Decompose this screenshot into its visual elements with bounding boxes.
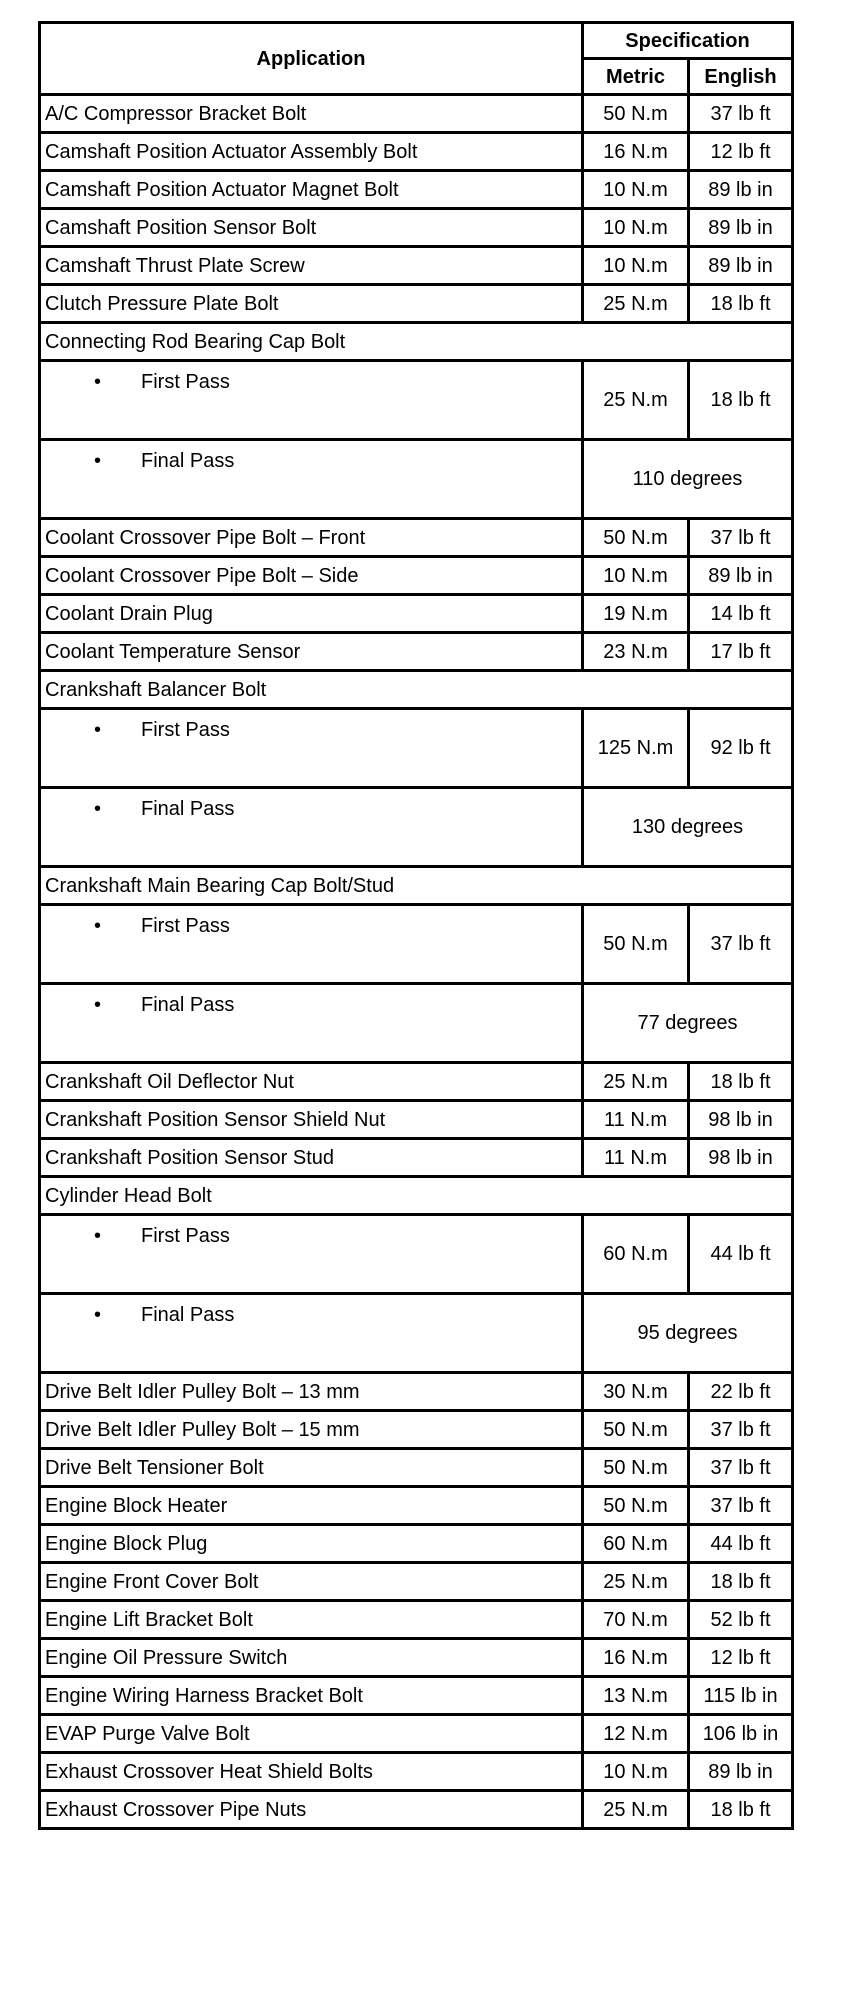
spec-row — [40, 1525, 793, 1563]
spec-row — [40, 1101, 793, 1139]
metric-value: 10 N.m — [583, 209, 689, 247]
pass-row — [40, 905, 793, 984]
application-cell: Crankshaft Position Sensor Shield Nut — [40, 1101, 583, 1139]
pass-label: Final Pass — [141, 994, 235, 1016]
metric-value: 50 N.m — [583, 1411, 689, 1449]
torque-spec-page — [38, 21, 794, 1830]
spec-row — [40, 557, 793, 595]
application-cell: Exhaust Crossover Heat Shield Bolts — [40, 1753, 583, 1791]
pass-cell — [40, 709, 583, 788]
metric-value: 25 N.m — [583, 285, 689, 323]
metric-value: 50 N.m — [583, 1487, 689, 1525]
english-value: 44 lb ft — [689, 1525, 793, 1563]
english-value: 12 lb ft — [689, 133, 793, 171]
application-cell: Crankshaft Oil Deflector Nut — [40, 1063, 583, 1101]
bullet-icon: • — [93, 371, 101, 393]
english-value: 89 lb in — [689, 247, 793, 285]
english-value: 14 lb ft — [689, 595, 793, 633]
pass-label-wrap — [41, 1295, 581, 1325]
angle-value: 77 degrees — [583, 984, 793, 1063]
angle-value: 95 degrees — [583, 1294, 793, 1373]
application-cell: Camshaft Position Actuator Assembly Bolt — [40, 133, 583, 171]
english-value: 18 lb ft — [689, 1791, 793, 1829]
spec-row — [40, 1373, 793, 1411]
english-value: 98 lb in — [689, 1101, 793, 1139]
pass-label-wrap — [41, 906, 581, 936]
metric-value: 50 N.m — [583, 905, 689, 984]
pass-cell — [40, 788, 583, 867]
metric-value: 70 N.m — [583, 1601, 689, 1639]
spec-body — [40, 95, 793, 1829]
english-value: 37 lb ft — [689, 1487, 793, 1525]
english-value: 89 lb in — [689, 1753, 793, 1791]
english-value: 18 lb ft — [689, 285, 793, 323]
metric-value: 10 N.m — [583, 247, 689, 285]
bullet-icon: • — [93, 450, 101, 472]
english-value: 89 lb in — [689, 557, 793, 595]
english-value: 89 lb in — [689, 171, 793, 209]
application-header: Application — [40, 23, 583, 95]
metric-value: 10 N.m — [583, 557, 689, 595]
application-cell: Crankshaft Position Sensor Stud — [40, 1139, 583, 1177]
application-cell: Engine Block Plug — [40, 1525, 583, 1563]
bullet-icon: • — [93, 1225, 101, 1247]
application-cell: Clutch Pressure Plate Bolt — [40, 285, 583, 323]
pass-label: First Pass — [141, 1225, 230, 1247]
specification-header: Specification — [583, 23, 793, 59]
pass-row — [40, 361, 793, 440]
spec-row — [40, 1139, 793, 1177]
english-value: 37 lb ft — [689, 95, 793, 133]
application-cell: Exhaust Crossover Pipe Nuts — [40, 1791, 583, 1829]
bullet-icon: • — [93, 994, 101, 1016]
spec-row — [40, 1563, 793, 1601]
metric-value: 50 N.m — [583, 1449, 689, 1487]
group-row — [40, 867, 793, 905]
spec-row — [40, 247, 793, 285]
pass-label: Final Pass — [141, 1304, 235, 1326]
pass-label-wrap — [41, 789, 581, 819]
metric-value: 25 N.m — [583, 361, 689, 440]
pass-label-wrap — [41, 441, 581, 471]
bullet-icon: • — [93, 719, 101, 741]
group-label: Crankshaft Balancer Bolt — [40, 671, 793, 709]
metric-value: 16 N.m — [583, 1639, 689, 1677]
header-row — [40, 23, 793, 59]
application-cell: Coolant Crossover Pipe Bolt – Side — [40, 557, 583, 595]
spec-row — [40, 1487, 793, 1525]
metric-value: 50 N.m — [583, 519, 689, 557]
spec-row — [40, 133, 793, 171]
group-row — [40, 323, 793, 361]
pass-cell — [40, 1294, 583, 1373]
english-value: 115 lb in — [689, 1677, 793, 1715]
group-label: Connecting Rod Bearing Cap Bolt — [40, 323, 793, 361]
metric-value: 10 N.m — [583, 1753, 689, 1791]
metric-value: 12 N.m — [583, 1715, 689, 1753]
pass-label: First Pass — [141, 371, 230, 393]
pass-label: Final Pass — [141, 450, 235, 472]
english-value: 37 lb ft — [689, 1411, 793, 1449]
application-cell: Drive Belt Idler Pulley Bolt – 15 mm — [40, 1411, 583, 1449]
pass-label-wrap — [41, 710, 581, 740]
pass-row — [40, 709, 793, 788]
application-cell: Coolant Crossover Pipe Bolt – Front — [40, 519, 583, 557]
english-value: 52 lb ft — [689, 1601, 793, 1639]
pass-label: First Pass — [141, 719, 230, 741]
pass-cell — [40, 905, 583, 984]
bullet-icon: • — [93, 1304, 101, 1326]
spec-row — [40, 1063, 793, 1101]
application-cell: Engine Lift Bracket Bolt — [40, 1601, 583, 1639]
spec-row — [40, 633, 793, 671]
metric-value: 11 N.m — [583, 1139, 689, 1177]
angle-value: 110 degrees — [583, 440, 793, 519]
spec-row — [40, 1715, 793, 1753]
metric-value: 50 N.m — [583, 95, 689, 133]
spec-row — [40, 519, 793, 557]
application-cell: Engine Front Cover Bolt — [40, 1563, 583, 1601]
spec-row — [40, 1677, 793, 1715]
bullet-icon: • — [93, 798, 101, 820]
angle-value: 130 degrees — [583, 788, 793, 867]
application-cell: Coolant Drain Plug — [40, 595, 583, 633]
pass-label: First Pass — [141, 915, 230, 937]
spec-row — [40, 209, 793, 247]
english-value: 18 lb ft — [689, 1563, 793, 1601]
spec-row — [40, 95, 793, 133]
metric-value: 125 N.m — [583, 709, 689, 788]
torque-spec-table — [38, 21, 794, 1830]
spec-row — [40, 1449, 793, 1487]
pass-label: Final Pass — [141, 798, 235, 820]
application-cell: Camshaft Position Sensor Bolt — [40, 209, 583, 247]
metric-value: 60 N.m — [583, 1215, 689, 1294]
group-row — [40, 671, 793, 709]
pass-cell — [40, 1215, 583, 1294]
metric-value: 13 N.m — [583, 1677, 689, 1715]
metric-header: Metric — [583, 59, 689, 95]
pass-label-wrap — [41, 362, 581, 392]
application-cell: Engine Wiring Harness Bracket Bolt — [40, 1677, 583, 1715]
english-header: English — [689, 59, 793, 95]
pass-row — [40, 1215, 793, 1294]
english-value: 18 lb ft — [689, 1063, 793, 1101]
metric-value: 60 N.m — [583, 1525, 689, 1563]
english-value: 44 lb ft — [689, 1215, 793, 1294]
pass-row — [40, 440, 793, 519]
english-value: 12 lb ft — [689, 1639, 793, 1677]
metric-value: 10 N.m — [583, 171, 689, 209]
spec-row — [40, 1411, 793, 1449]
spec-row — [40, 595, 793, 633]
application-cell: Drive Belt Tensioner Bolt — [40, 1449, 583, 1487]
pass-row — [40, 788, 793, 867]
pass-cell — [40, 440, 583, 519]
english-value: 18 lb ft — [689, 361, 793, 440]
pass-cell — [40, 361, 583, 440]
metric-value: 23 N.m — [583, 633, 689, 671]
application-cell: Camshaft Thrust Plate Screw — [40, 247, 583, 285]
spec-row — [40, 1601, 793, 1639]
english-value: 37 lb ft — [689, 1449, 793, 1487]
application-cell: A/C Compressor Bracket Bolt — [40, 95, 583, 133]
application-cell: Camshaft Position Actuator Magnet Bolt — [40, 171, 583, 209]
metric-value: 25 N.m — [583, 1563, 689, 1601]
spec-row — [40, 171, 793, 209]
english-value: 22 lb ft — [689, 1373, 793, 1411]
group-label: Cylinder Head Bolt — [40, 1177, 793, 1215]
spec-row — [40, 285, 793, 323]
pass-cell — [40, 984, 583, 1063]
application-cell: Engine Oil Pressure Switch — [40, 1639, 583, 1677]
pass-label-wrap — [41, 1216, 581, 1246]
pass-label-wrap — [41, 985, 581, 1015]
spec-row — [40, 1753, 793, 1791]
metric-value: 30 N.m — [583, 1373, 689, 1411]
english-value: 37 lb ft — [689, 519, 793, 557]
group-label: Crankshaft Main Bearing Cap Bolt/Stud — [40, 867, 793, 905]
metric-value: 19 N.m — [583, 595, 689, 633]
english-value: 89 lb in — [689, 209, 793, 247]
group-row — [40, 1177, 793, 1215]
metric-value: 16 N.m — [583, 133, 689, 171]
pass-row — [40, 1294, 793, 1373]
english-value: 37 lb ft — [689, 905, 793, 984]
metric-value: 25 N.m — [583, 1063, 689, 1101]
english-value: 106 lb in — [689, 1715, 793, 1753]
metric-value: 11 N.m — [583, 1101, 689, 1139]
application-cell: Coolant Temperature Sensor — [40, 633, 583, 671]
english-value: 92 lb ft — [689, 709, 793, 788]
application-cell: Engine Block Heater — [40, 1487, 583, 1525]
metric-value: 25 N.m — [583, 1791, 689, 1829]
bullet-icon: • — [93, 915, 101, 937]
english-value: 17 lb ft — [689, 633, 793, 671]
application-cell: Drive Belt Idler Pulley Bolt – 13 mm — [40, 1373, 583, 1411]
application-cell: EVAP Purge Valve Bolt — [40, 1715, 583, 1753]
pass-row — [40, 984, 793, 1063]
spec-row — [40, 1791, 793, 1829]
spec-row — [40, 1639, 793, 1677]
english-value: 98 lb in — [689, 1139, 793, 1177]
